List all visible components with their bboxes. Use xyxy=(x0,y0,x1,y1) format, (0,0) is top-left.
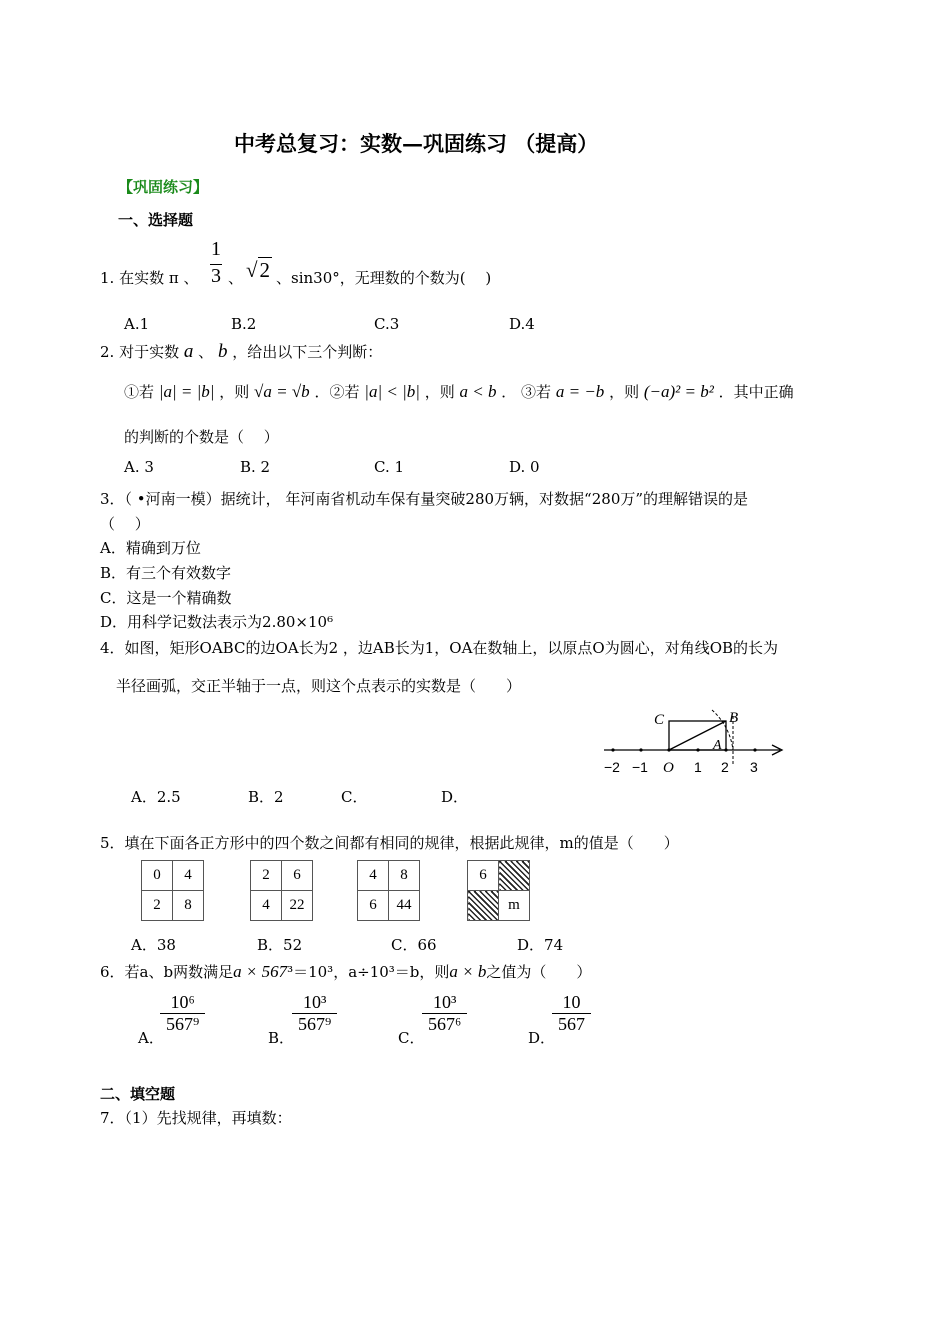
q5-grid-1 xyxy=(141,860,204,921)
q2-then1: ，则 xyxy=(219,383,250,401)
q2-option-b: B. 2 xyxy=(240,458,271,476)
q5-grid-4 xyxy=(467,860,530,921)
q4-line1: 4．如图，矩形OABC的边OA长为2 ，边AB长为1，OA在数轴上，以原点O为圆心，对角线OB的长为 xyxy=(100,639,779,657)
q6-mid: ³＝10³，a÷10³＝b，则 xyxy=(287,963,450,981)
q1-sep: 、 xyxy=(183,269,199,287)
q3-line2: （ ） xyxy=(100,515,150,533)
q6-option-d-fraction xyxy=(552,992,591,1035)
label-b: B xyxy=(729,710,739,726)
q2-judge1-lead: ①若 xyxy=(124,383,155,401)
q1-sqrt-value: 2 xyxy=(259,258,271,282)
grid-cell: 4 xyxy=(173,861,204,891)
q6-option-a-fraction xyxy=(160,992,205,1035)
q4-option-d: D． xyxy=(441,788,469,806)
q1-fraction-num: 1 xyxy=(211,238,221,260)
section-tag: 【巩固练习】 xyxy=(118,178,209,196)
q5-option-a: A．38 xyxy=(131,936,176,954)
q3-option-c: C．这是一个精确数 xyxy=(100,589,232,607)
q4-option-b: B．2 xyxy=(248,788,284,806)
q2-line1 xyxy=(100,342,382,362)
q4-line2: 半径画弧，交正半轴于一点，则这个点表示的实数是（ ） xyxy=(116,677,522,695)
q1-line xyxy=(100,268,199,288)
q2-var-b: b xyxy=(217,341,228,362)
q6-option-b-num: 10³ xyxy=(302,992,327,1012)
q6-lead: 6．若a、b两数满足 xyxy=(100,963,234,981)
page-title: 中考总复习：实数—巩固练习 （提高） xyxy=(234,131,599,156)
q4-number-line-figure xyxy=(596,702,792,780)
q1-fraction-den: 3 xyxy=(211,265,221,287)
q1-lead: 在实数 xyxy=(119,269,165,287)
grid-cell: 6 xyxy=(358,891,389,921)
q1-number: 1. xyxy=(100,269,115,287)
q2-judge2-cond: |a| < |b| xyxy=(364,382,420,401)
q1-question-tail: ，无理数的个数为( ) xyxy=(339,269,492,287)
q6-expr2: a × b xyxy=(449,962,487,981)
q6-option-c-den: 567⁶ xyxy=(422,1013,467,1035)
tick-label: 3 xyxy=(750,759,758,775)
q6-option-c-fraction xyxy=(422,992,467,1035)
q1-option-d: D.4 xyxy=(509,315,535,333)
q6-option-c-num: 10³ xyxy=(432,992,457,1012)
q2-judge2-result: a < b xyxy=(459,382,497,401)
grid-cell: 2 xyxy=(251,861,282,891)
q2-sep: 、 xyxy=(198,343,214,361)
q2-option-a: A. 3 xyxy=(124,458,154,476)
q1-option-a: A.1 xyxy=(124,315,150,333)
section-heading-choice: 一、选择题 xyxy=(118,211,194,229)
q2-lead-tail: ，给出以下三个判断： xyxy=(232,343,383,361)
q6-expr1: a × 567 xyxy=(233,962,288,981)
q2-line2 xyxy=(124,382,794,402)
q1-option-b: B.2 xyxy=(231,315,257,333)
grid-cell: 22 xyxy=(282,891,313,921)
q2-judge3-lead: ． ③若 xyxy=(501,383,552,401)
q6-option-a-den: 567⁹ xyxy=(160,1013,205,1035)
grid-cell-hatched xyxy=(468,891,499,921)
q2-judge1-result: √a = √b xyxy=(254,382,310,401)
grid-cell: 2 xyxy=(142,891,173,921)
q5-grid-2 xyxy=(250,860,313,921)
grid-cell: 44 xyxy=(389,891,420,921)
grid-cell-m: m xyxy=(499,891,530,921)
q6-option-b-label: B． xyxy=(268,1029,295,1047)
q2-tail: ．其中正确 xyxy=(718,383,794,401)
grid-cell: 4 xyxy=(251,891,282,921)
label-a: A xyxy=(713,738,722,753)
tick-label: −1 xyxy=(632,759,648,775)
grid-cell: 6 xyxy=(468,861,499,891)
q3-option-a: A．精确到万位 xyxy=(100,539,201,557)
q3-option-b: B．有三个有效数字 xyxy=(100,564,232,582)
q2-option-d: D. 0 xyxy=(509,458,540,476)
grid-cell: 8 xyxy=(389,861,420,891)
grid-cell: 6 xyxy=(282,861,313,891)
q5-option-c: C．66 xyxy=(391,936,437,954)
q4-option-c: C． xyxy=(341,788,368,806)
q1-fraction xyxy=(210,238,222,287)
q2-lead: 2. 对于实数 xyxy=(100,343,180,361)
tick-label: 1 xyxy=(694,759,702,775)
tick-dot xyxy=(639,748,642,751)
q6-option-d-label: D． xyxy=(528,1029,556,1047)
q2-then3: ，则 xyxy=(609,383,640,401)
q2-then2: ，则 xyxy=(424,383,455,401)
tick-label: −2 xyxy=(604,759,620,775)
q5-grid-3 xyxy=(357,860,420,921)
grid-cell: 0 xyxy=(142,861,173,891)
q5-line: 5．填在下面各正方形中的四个数之间都有相同的规律，根据此规律，m的值是（ ） xyxy=(100,834,679,852)
tick-dot xyxy=(753,748,756,751)
label-c: C xyxy=(654,712,665,728)
q6-tail: 之值为（ ） xyxy=(486,963,592,981)
q1-sep2: 、 xyxy=(228,269,244,287)
tick-label-origin: O xyxy=(663,760,674,776)
grid-cell: 4 xyxy=(358,861,389,891)
tick-dot xyxy=(611,748,614,751)
q1-sqrt-symbol: √ xyxy=(246,258,258,282)
q3-option-d: D．用科学记数法表示为2.80×10⁶ xyxy=(100,613,334,631)
q2-line3: 的判断的个数是（ ） xyxy=(124,428,279,446)
q6-option-b-fraction xyxy=(292,992,337,1035)
q2-judge1-cond: |a| = |b| xyxy=(158,382,215,401)
q6-option-b-den: 567⁹ xyxy=(292,1013,337,1035)
q7-line: 7．（1）先找规律，再填数： xyxy=(100,1109,292,1127)
q6-option-d-den: 567 xyxy=(552,1013,591,1035)
q1-tail xyxy=(276,268,491,288)
q1-pi: π xyxy=(168,269,179,287)
q6-option-c-label: C． xyxy=(398,1029,425,1047)
q1-sin: 、sin30° xyxy=(276,269,340,287)
q2-judge3-cond: a = −b xyxy=(555,382,605,401)
section-heading-fill: 二、填空题 xyxy=(100,1085,176,1103)
grid-cell-hatched xyxy=(499,861,530,891)
tick-label: 2 xyxy=(721,759,729,775)
grid-cell: 8 xyxy=(173,891,204,921)
q6-option-a-label: A． xyxy=(138,1029,164,1047)
q1-option-c: C.3 xyxy=(374,315,400,333)
q6-option-d-num: 10 xyxy=(562,992,581,1012)
q5-option-b: B．52 xyxy=(257,936,303,954)
q6-option-a-num: 10⁶ xyxy=(170,992,195,1012)
q2-var-a: a xyxy=(183,341,194,362)
q2-option-c: C. 1 xyxy=(374,458,405,476)
q2-judge2-lead: ．②若 xyxy=(314,383,360,401)
q6-line xyxy=(100,962,591,982)
q1-sqrt xyxy=(246,258,272,283)
q3-line1: 3．（ •河南一模）据统计， 年河南省机动车保有量突破280万辆，对数据“280万”的理解错误的是 xyxy=(100,490,749,508)
q2-judge3-result: (−a)² = b² xyxy=(643,382,714,401)
q4-option-a: A．2.5 xyxy=(131,788,181,806)
q5-option-d: D．74 xyxy=(517,936,564,954)
